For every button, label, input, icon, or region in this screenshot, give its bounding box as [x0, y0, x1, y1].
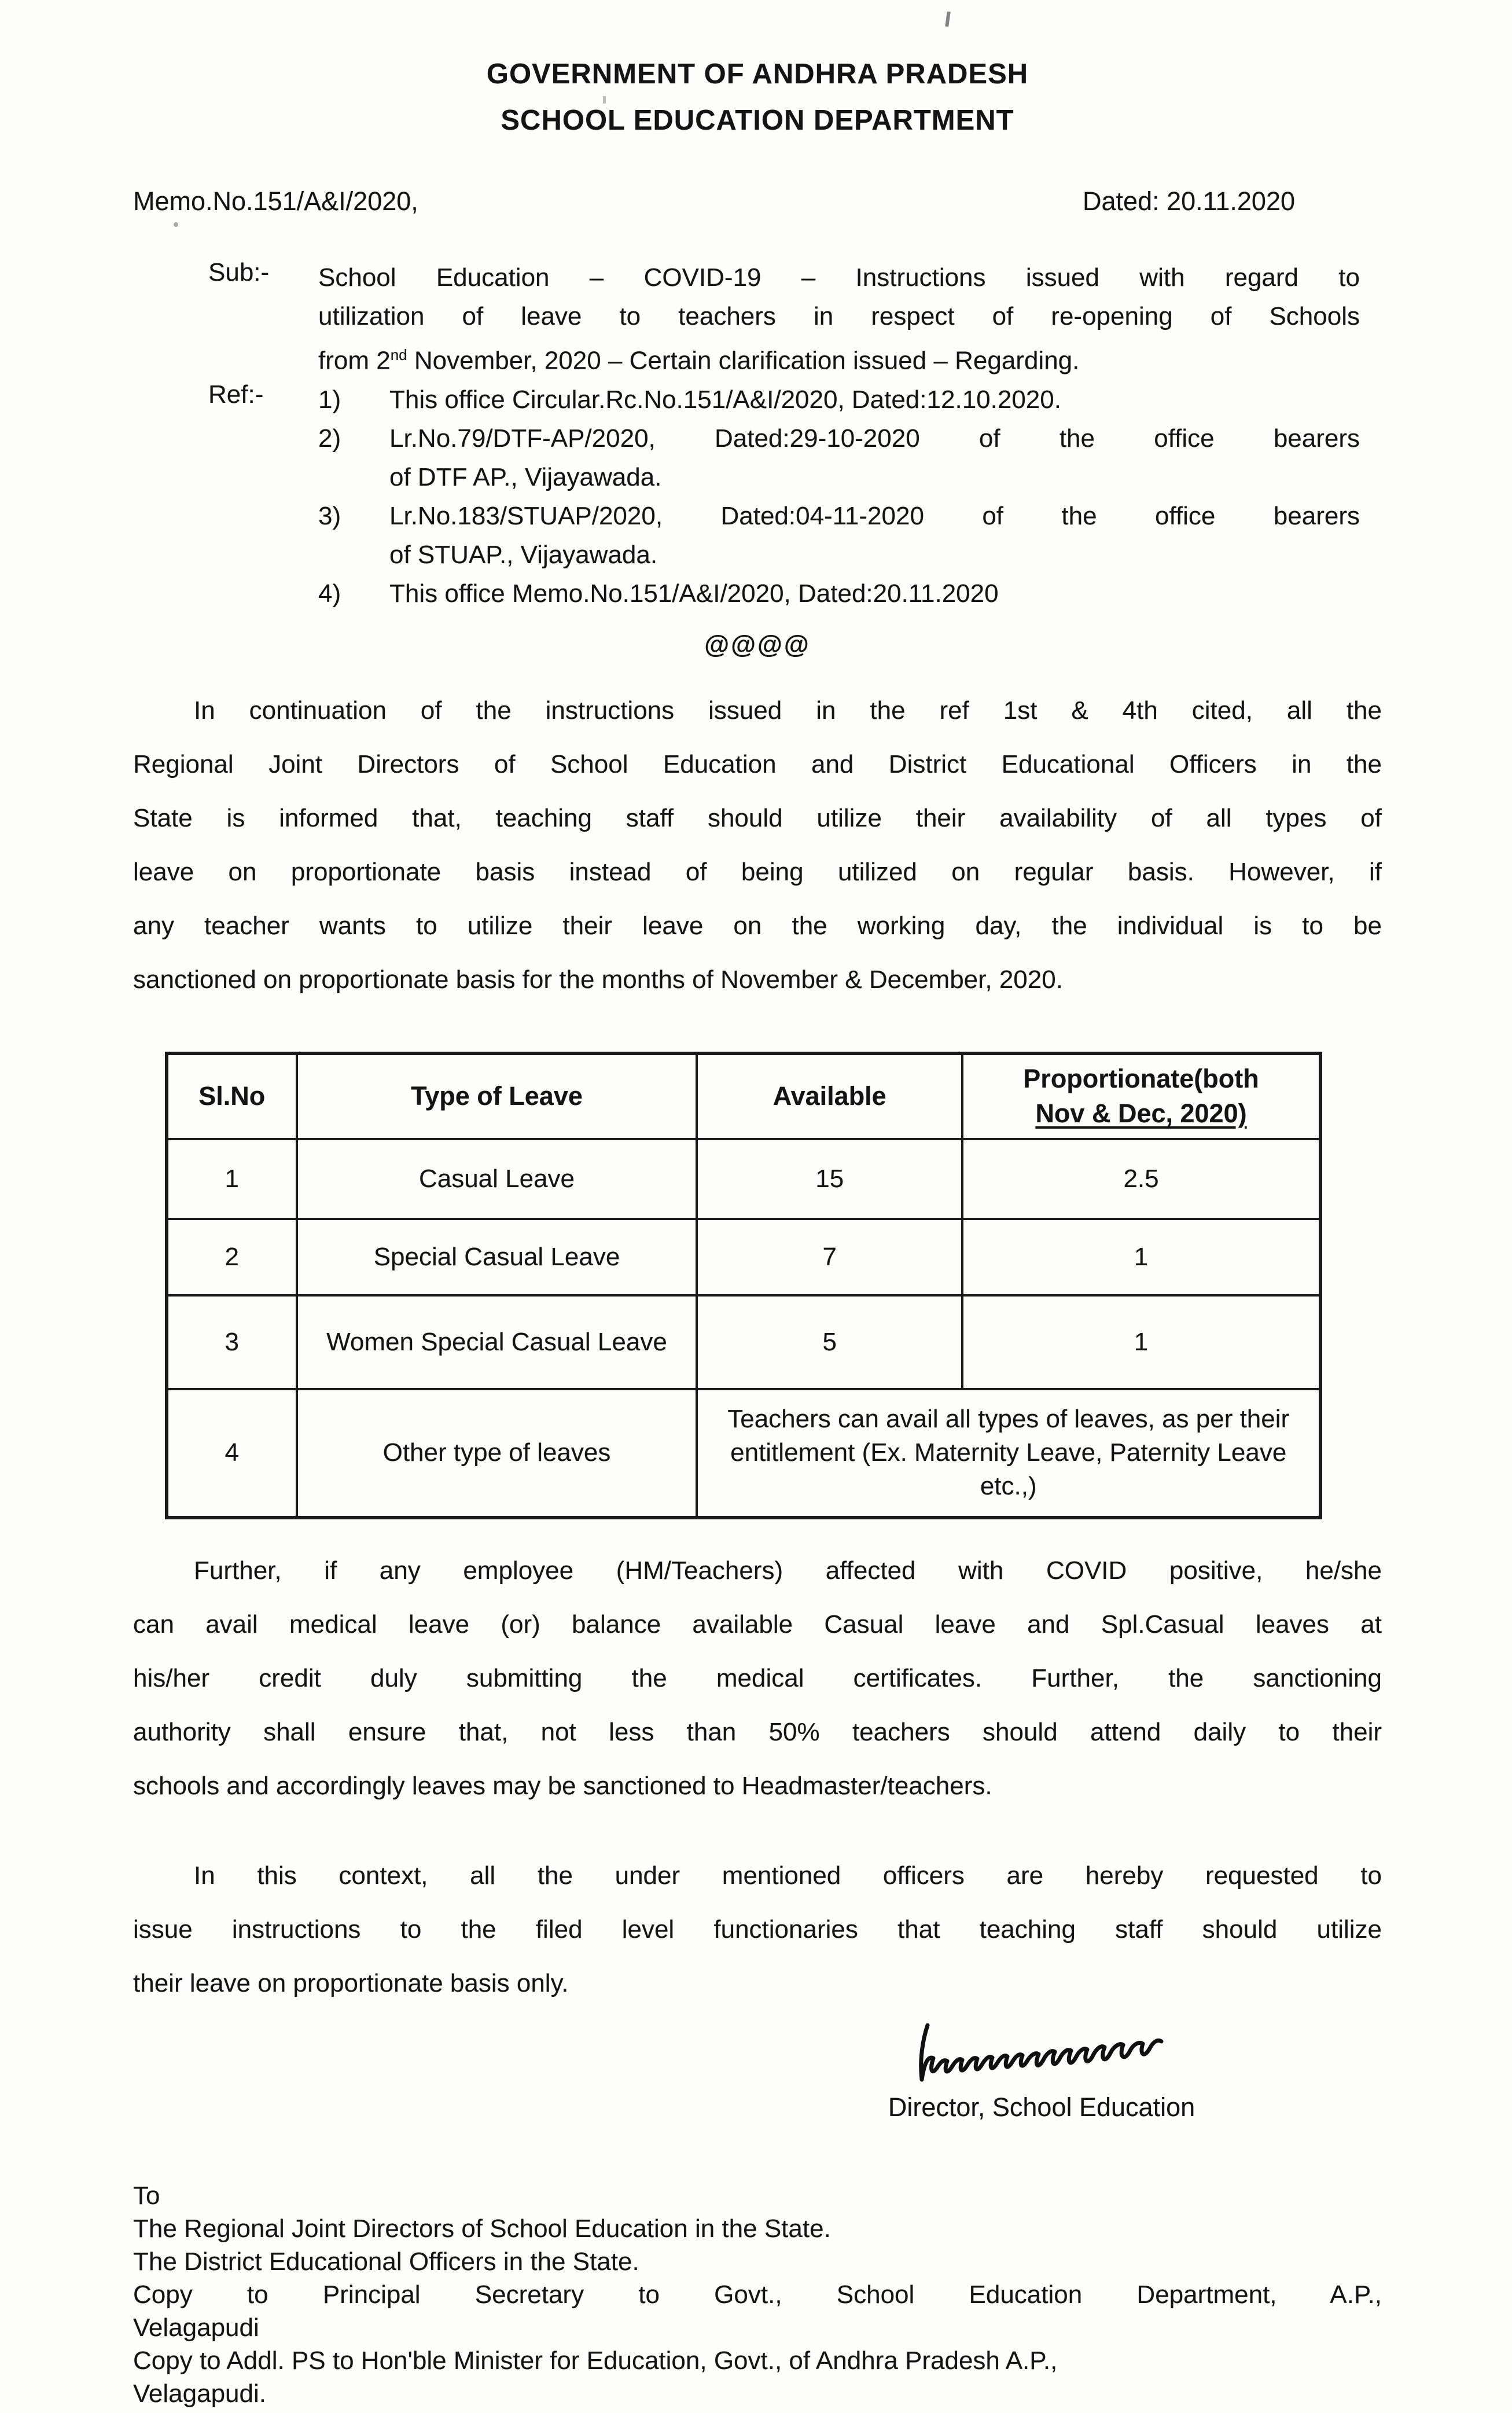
- signature-block: [839, 2022, 1244, 2122]
- cell-type: Women Special Casual Leave: [297, 1295, 697, 1389]
- col-header-proportionate-line1: Proportionate(both: [1023, 1064, 1259, 1094]
- reference-item-text: This office Memo.No.151/A&I/2020, Dated:20.11.2020: [389, 579, 999, 608]
- leave-table-header-row: [167, 1053, 1320, 1139]
- cell-type: Casual Leave: [297, 1139, 697, 1219]
- subject-line-text: November, 2020 – Certain clarification issued – Regarding.: [407, 346, 1080, 375]
- paragraph-line: any teacher wants to utilize their leave on the working day, the individual is to be: [133, 911, 1382, 940]
- cell-available: 7: [697, 1219, 962, 1295]
- col-header-available: Available: [697, 1053, 962, 1139]
- body-paragraph-2: [133, 1544, 1382, 1813]
- scan-speck: [174, 222, 178, 227]
- footer-copy-line: Velagapudi: [133, 2313, 259, 2342]
- reference-item-text: This office Circular.Rc.No.151/A&I/2020, Dated:12.10.2020.: [389, 385, 1061, 414]
- cell-proportionate: 1: [962, 1295, 1320, 1389]
- subject-label: Sub:-: [208, 258, 270, 287]
- body-paragraph-3: [133, 1849, 1382, 2010]
- paragraph-line: authority shall ensure that, not less than 50% teachers should attend daily to their: [133, 1717, 1382, 1746]
- cell-merged-note: Teachers can avail all types of leaves, as per their entitlement (Ex. Maternity Leave, Paternity Leave etc.,): [697, 1389, 1320, 1518]
- body-paragraph-1: [133, 684, 1382, 1007]
- reference-item-number: 4): [318, 579, 341, 608]
- col-header-slno: Sl.No: [167, 1053, 297, 1139]
- subject-line: [318, 336, 1360, 380]
- cell-slno: 4: [167, 1389, 297, 1518]
- cell-slno: 2: [167, 1219, 297, 1295]
- scan-speck: [945, 12, 951, 27]
- paragraph-line: leave on proportionate basis instead of being utilized on regular basis. However, if: [133, 857, 1382, 886]
- reference-label: Ref:-: [208, 380, 264, 409]
- paragraph-line: Further, if any employee (HM/Teachers) affected with COVID positive, he/she: [194, 1556, 1382, 1585]
- cell-available: 5: [697, 1295, 962, 1389]
- paragraph-line: Regional Joint Directors of School Education and District Educational Officers in the: [133, 750, 1382, 778]
- footer-copy-line: Copy to Addl. PS to Hon'ble Minister for Education, Govt., of Andhra Pradesh A.P.,: [133, 2346, 1058, 2375]
- leave-table: [165, 1052, 1322, 1519]
- table-row: [167, 1139, 1320, 1219]
- cell-proportionate: 2.5: [962, 1139, 1320, 1219]
- ordinal-superscript: nd: [390, 346, 407, 363]
- footer-copy-line: Copy to Principal Secretary to Govt., School Education Department, A.P.,: [133, 2280, 1382, 2309]
- document-title-line1: GOVERNMENT OF ANDHRA PRADESH: [486, 58, 1029, 90]
- table-row: [167, 1295, 1320, 1389]
- cell-proportionate: 1: [962, 1219, 1320, 1295]
- footer-addressee: The District Educational Officers in the State.: [133, 2247, 639, 2276]
- subject-line: School Education – COVID-19 – Instructions issued with regard to: [318, 263, 1360, 292]
- reference-item: [318, 380, 1360, 419]
- memo-date: Dated: 20.11.2020: [1083, 186, 1295, 216]
- footer-copy-line: Velagapudi.: [133, 2379, 266, 2408]
- memo-number: Memo.No.151/A&I/2020,: [133, 186, 418, 216]
- table-row: [167, 1219, 1320, 1295]
- subject-block: [208, 258, 1382, 380]
- paragraph-line: his/her credit duly submitting the medical certificates. Further, the sanctioning: [133, 1663, 1382, 1692]
- cell-slno: 3: [167, 1295, 297, 1389]
- cell-type: Special Casual Leave: [297, 1219, 697, 1295]
- paragraph-line: In this context, all the under mentioned officers are hereby requested to: [194, 1861, 1382, 1890]
- col-header-type-of-leave: Type of Leave: [297, 1053, 697, 1139]
- col-header-proportionate-line2: Nov & Dec, 2020): [1035, 1099, 1247, 1129]
- reference-item-text: Lr.No.183/STUAP/2020, Dated:04-11-2020 of the office bearers: [389, 501, 1360, 530]
- memo-row: [133, 186, 1382, 216]
- reference-item-number: 2): [318, 424, 341, 453]
- col-header-proportionate: [962, 1053, 1320, 1139]
- reference-item-text: of STUAP., Vijayawada.: [389, 540, 658, 569]
- paragraph-line: In continuation of the instructions issued in the ref 1st & 4th cited, all the: [194, 696, 1382, 725]
- subject-line-text: from 2: [318, 346, 391, 375]
- reference-item-text: of DTF AP., Vijayawada.: [389, 462, 662, 491]
- document-title-line2: SCHOOL EDUCATION DEPARTMENT: [501, 105, 1014, 136]
- scan-speck: [603, 96, 606, 104]
- subject-line: utilization of leave to teachers in respect of re-opening of Schools: [318, 302, 1360, 330]
- reference-item: [318, 497, 1360, 574]
- paragraph-line: can avail medical leave (or) balance available Casual leave and Spl.Casual leaves at: [133, 1610, 1382, 1639]
- reference-item-number: 1): [318, 385, 341, 414]
- at-separator: @@@@: [704, 630, 811, 659]
- table-row: [167, 1389, 1320, 1518]
- reference-item: [318, 419, 1360, 497]
- paragraph-line: State is informed that, teaching staff should utilize their availability of all types of: [133, 803, 1382, 832]
- footer-addressee: The Regional Joint Directors of School Education in the State.: [133, 2214, 831, 2243]
- signature-handwriting: [906, 2022, 1178, 2091]
- signatory-title: Director, School Education: [888, 2092, 1195, 2122]
- address-footer: [133, 2179, 1382, 2410]
- cell-type: Other type of leaves: [297, 1389, 697, 1518]
- cell-available: 15: [697, 1139, 962, 1219]
- reference-item-text: Lr.No.79/DTF-AP/2020, Dated:29-10-2020 of the office bearers: [389, 424, 1360, 453]
- paragraph-line: sanctioned on proportionate basis for the months of November & December, 2020.: [133, 965, 1063, 994]
- reference-item: [318, 574, 1360, 613]
- paragraph-line: their leave on proportionate basis only.: [133, 1968, 569, 1997]
- paragraph-line: issue instructions to the filed level functionaries that teaching staff should utilize: [133, 1915, 1382, 1944]
- cell-slno: 1: [167, 1139, 297, 1219]
- reference-item-number: 3): [318, 501, 341, 530]
- paragraph-line: schools and accordingly leaves may be sanctioned to Headmaster/teachers.: [133, 1771, 992, 1800]
- reference-block: [208, 380, 1382, 613]
- footer-to-label: To: [133, 2181, 160, 2210]
